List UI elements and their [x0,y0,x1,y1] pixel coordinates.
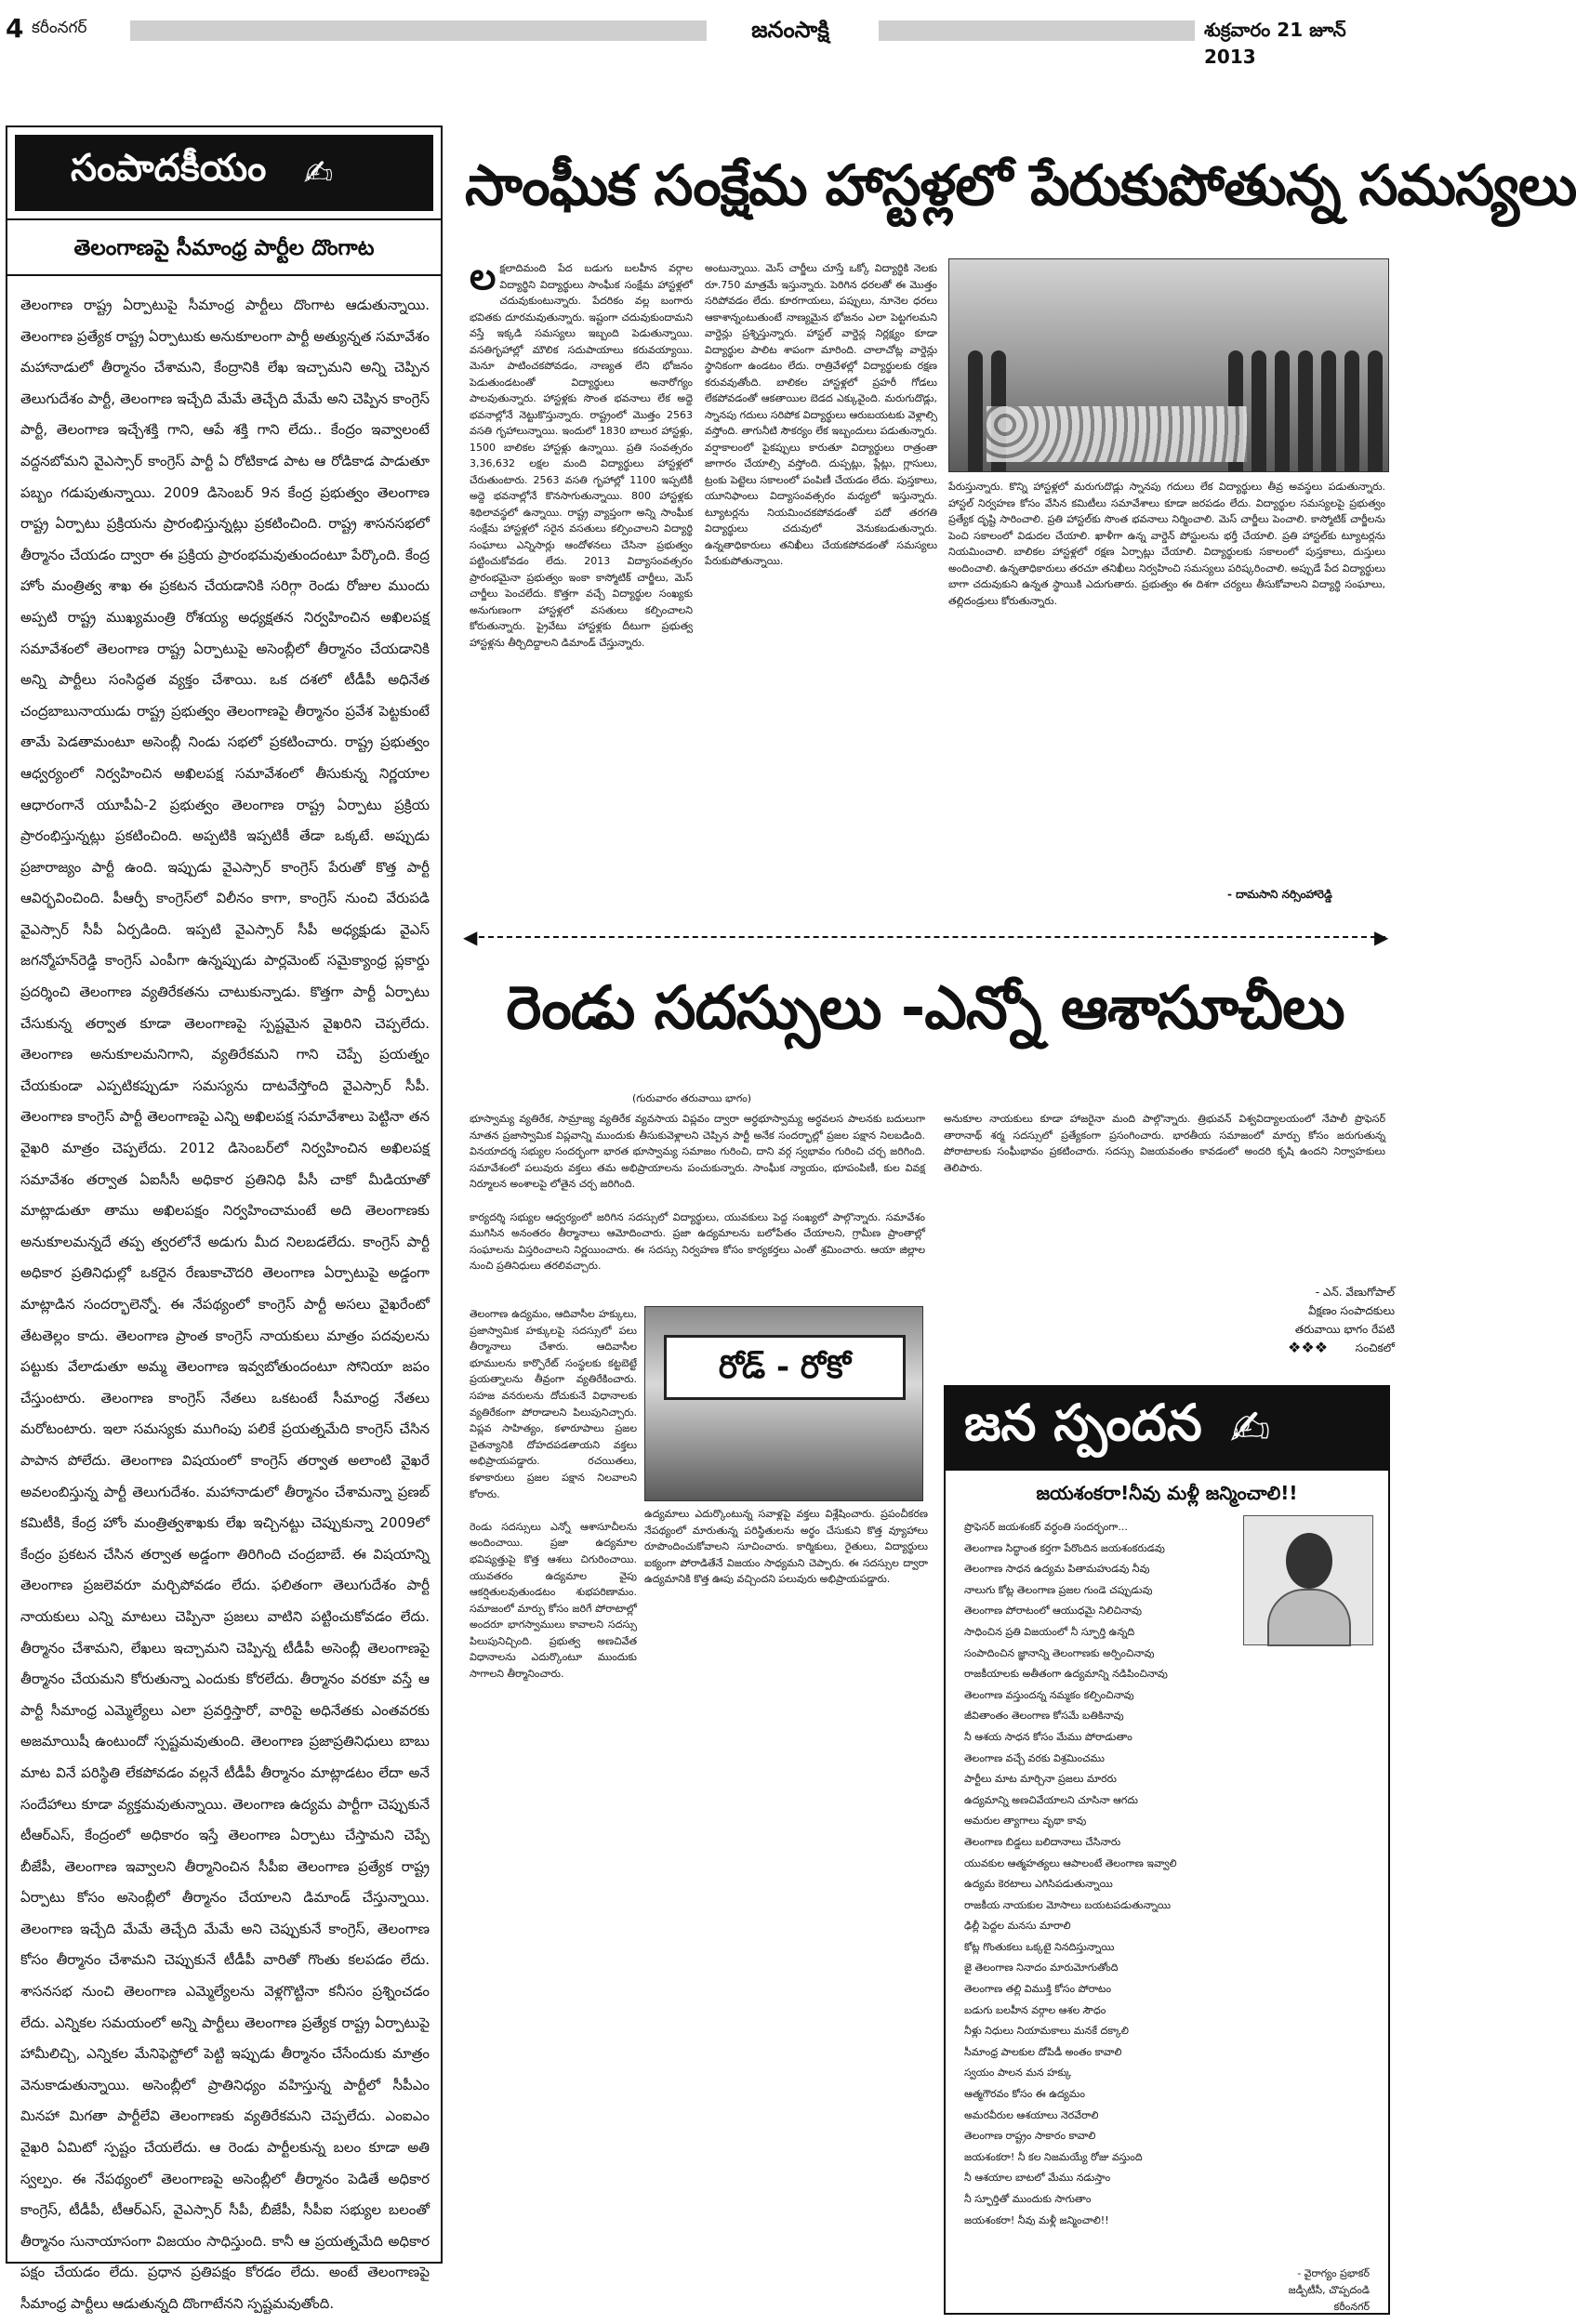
jana-spandana-banner [946,1387,1388,1471]
divider-arrow-left-icon: ◀ [463,926,478,948]
header-rule-right [879,20,1195,41]
poem-author-role: జడ్పీటీసీ, చొప్పదండి [1288,2284,1370,2296]
story1-column-1 [470,256,693,902]
issue-date: శుక్రవారం 21 జూన్ 2013 [1204,19,1346,68]
story2-column-2: ఉద్యమాలు ఎదుర్కొంటున్న సవాళ్లపై వక్తలు విశ్లేషించారు. ప్రపంచీకరణ నేపథ్యంలో మారుతున్న పరిస్థితులను అర్థం చేసుకుని కొత్త వ్యూహాలు రూపొందించుకోవాలని సూచించారు. కార్మికులు, రైతులు, విద్యార్థులు ఐక్యంగా పోరాడితేనే విజయం సాధ్యమని చెప్పారు. ఈ సదస్సుల ద్వారా ఉద్యమానికి కొత్త ఊపు వచ్చిందని పలువురు అభిప్రాయపడ్డారు. [644,1508,928,1586]
story2-column-1: తెలంగాణ ఉద్యమం, ఆదివాసీల హక్కులు, ప్రజాస్వామిక హక్కులపై సదస్సులో పలు తీర్మానాలు చేశారు. ఆదివాసీల భూములను కార్పొరేట్ సంస్థలకు కట్టబెట్టే ప్రయత్నాలను తీవ్రంగా వ్యతిరేకించారు. సహజ వనరులను దోచుకునే విధానాలకు వ్యతిరేకంగా పోరాడాలని పిలుపునిచ్చారు. విప్లవ సాహిత్యం, కళారూపాలు ప్రజల చైతన్యానికి దోహదపడతాయని వక్తలు అభిప్రాయపడ్డారు. రచయితలు, కళాకారులు ప్రజల పక్షాన నిలవాలని కోరారు. రెండు సదస్సులు ఎన్నో ఆశాసూచీలను అందించాయి. ప్రజా ఉద్యమాల భవిష్యత్తుపై కొత్త ఆశలు చిగురించాయి. యువతరం ఉద్యమాల వైపు ఆకర్షితులవుతుండటం శుభపరిణామం. సమాజంలో మార్పు కోసం జరిగే పోరాటాల్లో అందరూ భాగస్వాములు కావాలని సదస్సు పిలుపునిచ్చింది. ప్రభుత్వ అణచివేత విధానాలను ఎదుర్కొంటూ ముందుకు సాగాలని తీర్మానించారు. [470,1308,637,1681]
section-divider [470,936,1385,938]
story2-lead: భూస్వామ్య వ్యతిరేక, సామ్రాజ్య వ్యతిరేక వ్యవసాయ విప్లవం ద్వారా అర్ధభూస్వామ్య అర్ధవలస పాలనకు బదులుగా నూతన ప్రజాస్వామిక విప్లవాన్ని ముందుకు తీసుకువెళ్లాలని చెప్పిన పార్టీ అనేక సందర్భాల్లో ప్రజల పక్షాన నిలబడింది. వినయాదర్శ సభ్యుల సందర్భంగా భారత భూస్వామ్య సమాజం గురించి, దాని వర్గ స్వభావం గురించి చర్చ జరిగింది. సమావేశంలో పలువురు వక్తలు తమ అభిప్రాయాలను పంచుకున్నారు. సాంఘీక న్యాయం, భూపంపిణీ, కుల వివక్ష నిర్మూలన అంశాలపై లోతైన చర్చ జరిగింది. కార్యదర్శి సభ్యుల ఆధ్వర్యంలో జరిగిన సదస్సులో విద్యార్థులు, యువకులు పెద్ద సంఖ్యలో పాల్గొన్నారు. సమావేశం ముగిసిన అనంతరం తీర్మానాలు ఆమోదించారు. ప్రజా ఉద్యమాలను బలోపేతం చేయాలని, గ్రామీణ ప్రాంతాల్లో సంఘాలను విస్తరించాలని నిర్ణయించారు. ఈ సదస్సు నిర్వహణ కోసం కార్యకర్తలు ఎంతో శ్రమించారు. ఆయా జిల్లాల నుంచి ప్రతినిధులు తరలివచ్చారు. [470,1113,925,1273]
poem-author-place: కరీంనగర్ [1333,2301,1370,2313]
photo-banner-text: రోడ్ - రోకో [664,1335,906,1400]
jana-spandana-box [944,1385,1390,2315]
page-number: 4 [6,13,24,44]
poem-author: - వైరాగ్యం ప్రభాకర్ [1297,2267,1370,2279]
story2-author: - ఎన్. వేణుగోపాల్ [1315,1286,1395,1299]
page-header [0,0,1395,68]
editorial-column [6,125,443,2312]
pen-icon: ✍ [1229,1401,1271,1457]
story2-headline: రెండు సదస్సులు -ఎన్నో ఆశాసూచీలు [506,974,1344,1043]
poem-title: జయశంకరా!నీవు మళ్లీ జన్మించాలి!! [1036,1482,1298,1504]
story1-byline: - దామసాని నర్సింహారెడ్డి [1227,888,1332,901]
story2-column-3: అనుకూల నాయకులు కూడా హాజరైనా మంది పాల్గొన్నారు. త్రిభువన్ విశ్వవిద్యాలయంలో నేపాలీ ప్రొఫెసర్ తారానాథ్ శర్మ సదస్సులో ప్రత్యేకంగా ప్రసంగించారు. భారతీయ సమాజంలో మార్పు కోసం జరుగుతున్న పోరాటాలకు సంఘీభావం ప్రకటించారు. సదస్సు విజయవంతం కావడంలో అందరి కృషి ఉందని నిర్వాహకులు తెలిపారు. [944,1113,1385,1174]
story2-next-note: తరువాయి భాగం రేపటి సంచికలో [1294,1323,1395,1354]
end-stars: ❖❖❖ [1288,1339,1329,1356]
story2-photo [644,1306,923,1501]
district-label: కరీంనగర్ [32,19,87,37]
masthead-logo: జనంసాక్షి [707,13,874,46]
story1-column-1-text: క్షలాదిమంది పేద బడుగు బలహీన వర్గాల విద్యార్థిని విద్యార్థులు సాంఘీక సంక్షేమ హాస్టళ్లలో చదువుకుంటున్నారు. పేదరికం వల్ల బంగారు భవితకు దూరమవుతున్నారు. ఇష్టంగా చదువుకుందామని వస్తే ఇక్కడి సమస్యలు ఇబ్బంది పెడుతున్నాయి. వసతిగృహాల్లో మౌలిక సదుపాయాలు కరువయ్యాయి. మెనూ పాటించకపోవడం, నాణ్యత లేని భోజనం పెడుతుండటంతో విద్యార్థులు అనారోగ్యం పాలవుతున్నారు. హాస్టళ్లకు సొంత భవనాలు లేక అద్దె భవనాల్లోనే నెట్టుకొస్తున్నారు. రాష్ట్రంలో మొత్తం 2563 వసతి గృహాలున్నాయి. ఇందులో 1830 బాలుర హాస్టళ్లు, 1500 బాలికల హాస్టళ్లు ఉన్నాయి. ప్రతి సంవత్సరం 3,36,632 లక్షల మంది విద్యార్థులు హాస్టళ్లలో చేరుతుంటారు. 2563 వసతి గృహాల్లో 1100 ఇప్పటికీ అద్దె భవనాల్లోనే కొనసాగుతున్నాయి. 800 హాస్టళ్లకు శిథిలావస్థలో ఉన్నాయి. రాష్ట్ర వ్యాప్తంగా అన్ని సాంఘీక సంక్షేమ హాస్టళ్లలో సరైన వసతులు కల్పించాలని విద్యార్థి సంఘాలు ఎన్నిసార్లు ఆందోళనలు చేసినా ప్రభుత్వం పట్టించుకోవడం లేదు. 2013 విద్యాసంవత్సరం ప్రారంభమైనా ప్రభుత్వం ఇంకా కాస్మోటిక్ చార్జీలు, మెస్ చార్జీలు పెంచలేదు. కొత్తగా వచ్చే విద్యార్థుల సంఖ్యకు అనుగుణంగా హాస్టళ్లలో వసతులు కల్పించాలని కోరుతున్నారు. ప్రైవేటు హాస్టళ్లకు దీటుగా ప్రభుత్వ హాస్టళ్లను తీర్చిదిద్దాలని డిమాండ్ చేస్తున్నారు. [470,262,693,649]
poem-signature [1289,2265,1370,2316]
story2-continued-note: (గురువారం తరువాయి భాగం) [632,1092,752,1104]
story1-dropcap: ల [470,256,497,298]
author-photo [1243,1515,1373,1645]
pen-icon: ✍ [303,152,334,193]
jana-spandana-label: జన స్పందన [964,1393,1202,1452]
divider-arrow-right-icon: ▶ [1374,926,1389,948]
story1-column-2: అంటున్నాయి. మెస్ చార్జీలు చూస్తే ఒక్కో విద్యార్థికి నెలకు రూ.750 మాత్రమే ఇస్తున్నారు. పెరిగిన ధరలతో ఈ మొత్తం సరిపోవడం లేదు. కూరగాయలు, పప్పులు, నూనెల ధరలు ఆకాశాన్నంటుతుంటే నాణ్యమైన భోజనం ఎలా పెట్టగలమని వార్డెన్లు ప్రశ్నిస్తున్నారు. హాస్టల్ వార్డెన్ల నిర్లక్ష్యం కూడా విద్యార్థుల పాలిట శాపంగా మారింది. చాలాచోట్ల వార్డెన్లు స్థానికంగా ఉండటం లేదు. రాత్రివేళల్లో విద్యార్థులకు రక్షణ కరువవుతోంది. బాలికల హాస్టళ్లలో ప్రహరీ గోడలు లేకపోవడంతో ఆకతాయిల బెడద ఎక్కువైంది. మరుగుదొడ్లు, స్నానపు గదులు సరిపోక విద్యార్థులు ఆరుబయటకు వెళ్లాల్సి వస్తోంది. తాగునీటి సౌకర్యం లేక ఇబ్బందులు పడుతున్నారు. వర్షాకాలంలో పైకప్పులు కారుతూ విద్యార్థులు రాత్రంతా జాగారం చేయాల్సి వస్తోంది. దుప్పట్లు, ప్లేట్లు, గ్లాసులు, ట్రంకు పెట్టెలు సకాలంలో పంపిణీ చేయడం లేదు. పుస్తకాలు, యూనిఫాంలు విద్యాసంవత్సరం మధ్యలో ఇస్తున్నారు. ట్యూటర్లను నియమించకపోవడంతో పదో తరగతి విద్యార్థులు చదువులో వెనుకబడుతున్నారు. ఉన్నతాధికారులు తనిఖీలు చేయకపోవడంతో సమస్యలు పేరుకుపోతున్నాయి. [705,262,937,567]
story1-headline: సాంఘీక సంక్షేమ హాస్టళ్లలో పేరుకుపోతున్న సమస్యలు [465,153,1576,218]
editorial-title: తెలంగాణపై సీమాంధ్ర పార్టీల దొంగాట [7,218,441,276]
story1-column-3: పేరుస్తున్నారు. కొన్ని హాస్టళ్లలో మరుగుదొడ్లు స్నానపు గదులు లేక విద్యార్థులు తీవ్ర అవస్థలు పడుతున్నారు. హాస్టల్ నిర్వహణ కోసం వేసిన కమిటీలు సమావేశాలు కూడా జరపడం లేదు. విద్యార్థుల సమస్యలపై ప్రభుత్వం ప్రత్యేక దృష్టి సారించాలి. ప్రతి హాస్టల్‌కు సొంత భవనాలు నిర్మించాలి. మెస్ చార్జీలు పెంచాలి. కాస్మోటిక్ చార్జీలను పెంచి సకాలంలో విడుదల చేయాలి. ఖాళీగా ఉన్న వార్డెన్ పోస్టులను భర్తీ చేయాలి. ప్రతి హాస్టల్‌కు ట్యూటర్లను నియమించాలి. బాలికల హాస్టళ్లలో రక్షణ ఏర్పాట్లు చేయాలి. విద్యార్థులకు సకాలంలో పుస్తకాలు, దుస్తులు అందించాలి. ఉన్నతాధికారులు తరచూ తనిఖీలు నిర్వహించి సమస్యలు పరిష్కరించాలి. అప్పుడే పేద విద్యార్థులు బాగా చదువుకుని ఉన్నత స్థాయికి ఎదుగుతారు. ప్రభుత్వం ఈ దిశగా చర్యలు తీసుకోవాలని విద్యార్థి సంఘాలు, తల్లిదండ్రులు కోరుతున్నారు. [948,481,1385,607]
story1-photo [948,258,1389,472]
story2-author-role: వీక్షణం సంపాదకులు [1307,1304,1395,1317]
header-rule-left [130,20,707,41]
editorial-banner [15,135,433,211]
editorial-banner-label: సంపాదకీయం [71,147,267,190]
editorial-body: తెలంగాణ రాష్ట్ర ఏర్పాటుపై సీమాంధ్ర పార్టీలు దొంగాట ఆడుతున్నాయి. తెలంగాణ ప్రత్యేక రాష్ట్ర ఏర్పాటుకు అనుకూలంగా పార్టీ అత్యున్నత సమావేశం మహానాడులో తీర్మానం చేశామని, కేంద్రానికి లేఖ ఇచ్చామని అన్ని చెప్పిన తెలుగుదేశం పార్టీ, తెలంగాణ ఇచ్చేది మేమే తెచ్చేది మేమే అని చెప్పిన కాంగ్రెస్ పార్టీ, తెలంగాణ ఇచ్చేశక్తి గాని, ఆపే శక్తి గాని లేదు.. కేంద్రం ఇవ్వాలంటే వద్దనబోమని వైఎస్సార్ కాంగ్రెస్ పార్టీ ఏ రోటికాడ పాట ఆ రోడికాడ పాడుతూ పబ్బం గడుపుతున్నాయి. 2009 డిసెంబర్ 9న కేంద్ర ప్రభుత్వం తెలంగాణ రాష్ట్ర ఏర్పాటు ప్రక్రియను ప్రారంభిస్తున్నట్లు ప్రకటించింది. రాష్ట్ర శాసనసభలో తీర్మానం చేయడం ద్వారా ఈ ప్రక్రియ ప్రారంభమవుతుందంటూ పేర్కొంది. కేంద్ర హోం మంత్రిత్వ శాఖ ఈ ప్రకటన చేయడానికి సరిగ్గా రెండు రోజుల ముందు అప్పటి రాష్ట్ర ముఖ్యమంత్రి రోశయ్య అధ్యక్షతన నిర్వహించిన అఖిలపక్ష సమావేశంలో తెలంగాణ రాష్ట్ర ఏర్పాటుపై అసెంబ్లీలో తీర్మానం చేయడానికి అన్ని పార్టీలు సంసిద్ధత వ్యక్తం చేశాయి. ఒక దశలో టీడీపీ అధినేత చంద్రబాబునాయుడు రాష్ట్ర ప్రభుత్వం తెలంగాణపై తీర్మానం ప్రవేశ పెట్టకుంటే తామే పెడతామంటూ అసెంబ్లీ నిండు సభలో ప్రకటించారు. రాష్ట్ర ప్రభుత్వం ఆధ్వర్యంలో నిర్వహించిన అఖిలపక్ష సమావేశంలో తీసుకున్న నిర్ణయాల ఆధారంగానే యూపీఏ-2 ప్రభుత్వం తెలంగాణ రాష్ట్ర ఏర్పాటు ప్రక్రియ ప్రారంభిస్తున్నట్లు ప్రకటించింది. అప్పటికి ఇప్పటికీ తేడా ఒక్కటే. అప్పుడు ప్రజారాజ్యం పార్టీ ఉంది. ఇప్పుడు వైఎస్సార్ కాంగ్రెస్ పేరుతో కొత్త పార్టీ ఆవిర్భవించింది. పీఆర్పీ కాంగ్రెస్‌లో విలీనం కాగా, కాంగ్రెస్ నుంచి వేరుపడి వైఎస్సార్ సీపీ ఏర్పడింది. ఇప్పటి వైఎస్సార్ సీపీ అధ్యక్షుడు వైఎస్ జగన్మోహన్‌రెడ్డి కాంగ్రెస్ ఎంపీగా ఉన్నప్పుడు పార్లమెంట్ సమైక్యాంధ్ర ప్లకార్డు ప్రదర్శించి తెలంగాణ వ్యతిరేకతను చాటుకున్నాడు. కొత్తగా పార్టీ ఏర్పాటు చేసుకున్న తర్వాత కూడా తెలంగాణపై స్పష్టమైన వైఖరిని చెప్పలేదు. తెలంగాణ అనుకూలమనిగాని, వ్యతిరేకమని గాని చెప్పే ప్రయత్నం చేయకుండా ఎప్పటికప్పుడూ సమస్యను దాటవేస్తోంది వైఎస్సార్ సీపీ. తెలంగాణ కాంగ్రెస్ పార్టీ తెలంగాణపై ఎన్ని అఖిలపక్ష సమావేశాలు పెట్టినా తన వైఖరి మాత్రం చెప్పలేదు. 2012 డిసెంబర్‌లో నిర్వహించిన అఖిలపక్ష సమావేశం తర్వాత ఏఐసీసీ అధికార ప్రతినిధి పీసీ చాకో మీడియాతో మాట్లాడుతూ తాము అఖిలపక్షం నిర్వహించామంటే అది తెలంగాణకు అనుకూలమన్నదే తప్ప త్వరలోనే అడుగు మీద నిలబడలేదు. కాంగ్రెస్ పార్టీ అధికార ప్రతినిధుల్లో ఒకరైన రేణుకాచౌదరి తెలంగాణ ఏర్పాటుపై అడ్డంగా మాట్లాడిన సందర్భాలెన్నో. ఈ నేపథ్యంలో కాంగ్రెస్ పార్టీ అసలు వైఖరేంటో తేటతెల్లం కాదు. తెలంగాణ ప్రాంత కాంగ్రెస్ నాయకులు మాత్రం పదవులను పట్టుకు వేలాడుతూ అమ్మ తెలంగాణ ఇవ్వబోతుందంటూ సోనియా జపం చేస్తుంటారు. తెలంగాణ కాంగ్రెస్ నేతలు ఒకటంటే సీమాంధ్ర నేతలు మరోటంటారు. ఇలా సమస్యకు ముగింపు పలికే ప్రయత్నమేది కాంగ్రెస్ చేసిన పాపాన పోలేదు. తెలంగాణ విషయంలో కాంగ్రెస్ తర్వాత అలాంటి వైఖరే అవలంబిస్తున్న పార్టీ తెలుగుదేశం. మహానాడులో తీర్మానం చేశామన్నా ప్రణబ్ కమిటీకి, కేంద్ర హోం మంత్రిత్వశాఖకు లేఖ ఇచ్చినట్టు చెప్పుకున్నా 2009లో కేంద్రం ప్రకటన చేసిన తర్వాత అడ్డంగా తిరిగింది చంద్రబాబే. ఈ విషయాన్ని తెలంగాణ ప్రజలెవరూ మర్చిపోవడం లేదు. ఫలితంగా తెలుగుదేశం పార్టీ నాయకులు ఎన్ని మాటలు చెప్పినా ప్రజలు వాటిని పట్టించుకోవడం లేదు. తీర్మానం చేశామని, లేఖలు ఇచ్చామని చెప్పిన్న టీడీపీ అసెంబ్లీ తెలంగాణపై తీర్మానం చేయమని కోరుతున్నా ఎందుకు కోరలేదు. తీర్మానం వరకూ వస్తే ఆ పార్టీ సీమాంధ్ర ఎమ్మెల్యేలు ఎలా ప్రవర్తిస్తారో, వారిపై అధినేతకు ఎంతవరకు అజమాయిషీ ఉంటుందో స్పష్టమవుతుంది. తెలంగాణ ప్రజాప్రతినిధులు బాబు మాట వినే పరిస్థితి లేకపోవడం వల్లనే టీడీపీ తీర్మానం మాట్లాడటం లేదా అనే సందేహాలు కూడా వ్యక్తమవుతున్నాయి. తెలంగాణ ఉద్యమ పార్టీగా చెప్పుకునే టీఆర్ఎస్, కేంద్రంలో అధికారం ఇస్తే తెలంగాణ ఏర్పాటు చేస్తామని చెప్పే బీజేపీ, తెలంగాణ ఇవ్వాలని తీర్మానించిన సీపీఐ తెలంగాణ ప్రత్యేక రాష్ట్ర ఏర్పాటు కోసం అసెంబ్లీలో తీర్మానం చేయాలని డిమాండ్ చేస్తున్నాయి. తెలంగాణ ఇచ్చేది మేమే తెచ్చేది మేమే అని చెప్పుకునే కాంగ్రెస్, తెలంగాణ కోసం తీర్మానం చేశామని చెప్పుకునే టీడీపీ వారితో గొంతు కలపడం లేదు. శాసనసభ నుంచి తెలంగాణ ఎమ్మెల్యేలను వెళ్లగొట్టినా కనీసం ప్రశ్నించడం లేదు. ఎన్నికల సమయంలో అన్ని పార్టీలు తెలంగాణ ప్రత్యేక రాష్ట్ర ఏర్పాటుపై హామీలిచ్చి, ఎన్నికల మేనిఫెస్టోలో పెట్టి ఇప్పుడు తీర్మానం చేసేందుకు మాత్రం వెనుకాడుతున్నాయి. అసెంబ్లీలో ప్రాతినిధ్యం వహిస్తున్న పార్టీలో సీపీఎం మినహా మిగతా పార్టీలేవి తెలంగాణకు వ్యతిరేకమని చెప్పలేదు. ఎంఐఎం వైఖరి ఏమిటో స్పష్టం చేయలేదు. ఆ రెండు పార్టీలకున్న బలం కూడా అతి స్వల్పం. ఈ నేపథ్యంలో తెలంగాణపై అసెంబ్లీలో తీర్మానం పెడితే అధికార కాంగ్రెస్, టీడీపీ, టీఆర్ఎస్, వైఎస్సార్ సీపీ, బీజేపీ, సీపీఐ సభ్యుల బలంతో తీర్మానం సునాయాసంగా విజయం సాధిస్తుంది. కానీ ఆ ప్రయత్నమేది అధికార పక్షం చేయడం లేదు. ప్రధాన ప్రతిపక్షం కోరడం లేదు. అంటే తెలంగాణపై సీమాంధ్ర పార్టీలు ఆడుతున్నది దొంగాటేనని స్పష్టమవుతోంది. [20,297,430,2312]
poem-text: ప్రొఫెసర్ జయశంకర్ వర్ధంతి సందర్భంగా... తెలంగాణ సిద్ధాంత కర్తగా పేరొందిన జయశంకరుడవు తెలంగాణ సాధన ఉద్యమ పితామహుడవు నీవు నాలుగు కోట్ల తెలంగాణ ప్రజల గుండె చప్పుడువు తెలంగాణ పోరాటంలో ఆయుధమై నిలిచినావు సాధించిన ప్రతి విజయంలో నీ స్ఫూర్తి ఉన్నది సంపాదించిన జ్ఞానాన్ని తెలంగాణకు అర్పించినావు రాజకీయాలకు అతీతంగా ఉద్యమాన్ని నడిపించినావు తెలంగాణ వస్తుందన్న నమ్మకం కల్పించినావు జీవితాంతం తెలంగాణ కోసమే బతికినావు నీ ఆశయ సాధన కోసం మేము పోరాడుతాం తెలంగాణ వచ్చే వరకు విశ్రమించము పార్టీలు మాట మార్చినా ప్రజలు మారరు ఉద్యమాన్ని అణచివేయాలని చూసినా ఆగదు అమరుల త్యాగాలు వృథా కావు తెలంగాణ బిడ్డలు బలిదానాలు చేసినారు యువకుల ఆత్మహత్యలు ఆపాలంటే తెలంగాణ ఇవ్వాలి ఉద్యమ కెరటాలు ఎగిసిపడుతున్నాయి రాజకీయ నాయకుల మోసాలు బయటపడుతున్నాయి ఢిల్లీ పెద్దల మనసు మారాలి కోట్ల గొంతుకలు ఒక్కటై నినదిస్తున్నాయి జై తెలంగాణ నినాదం మారుమోగుతోంది తెలంగాణ తల్లి విముక్తి కోసం పోరాటం బడుగు బలహీన వర్గాల ఆశల సౌధం నీళ్లు నిధులు నియామకాలు మనకే దక్కాలి సీమాంధ్ర పాలకుల దోపిడీ అంతం కావాలి స్వయం పాలన మన హక్కు ఆత్మగౌరవం కోసం ఈ ఉద్యమం అమరవీరుల ఆశయాలు నెరవేరాలి తెలంగాణ రాష్ట్రం సాకారం కావాలి జయశంకరా! నీ కల నిజమయ్యే రోజు వస్తుంది నీ ఆశయాల బాటలో మేము నడుస్తాం నీ స్ఫూర్తితో ముందుకు సాగుతాం జయశంకరా! నీవు మళ్లీ జన్మించాలి!! [964,1521,1177,2226]
